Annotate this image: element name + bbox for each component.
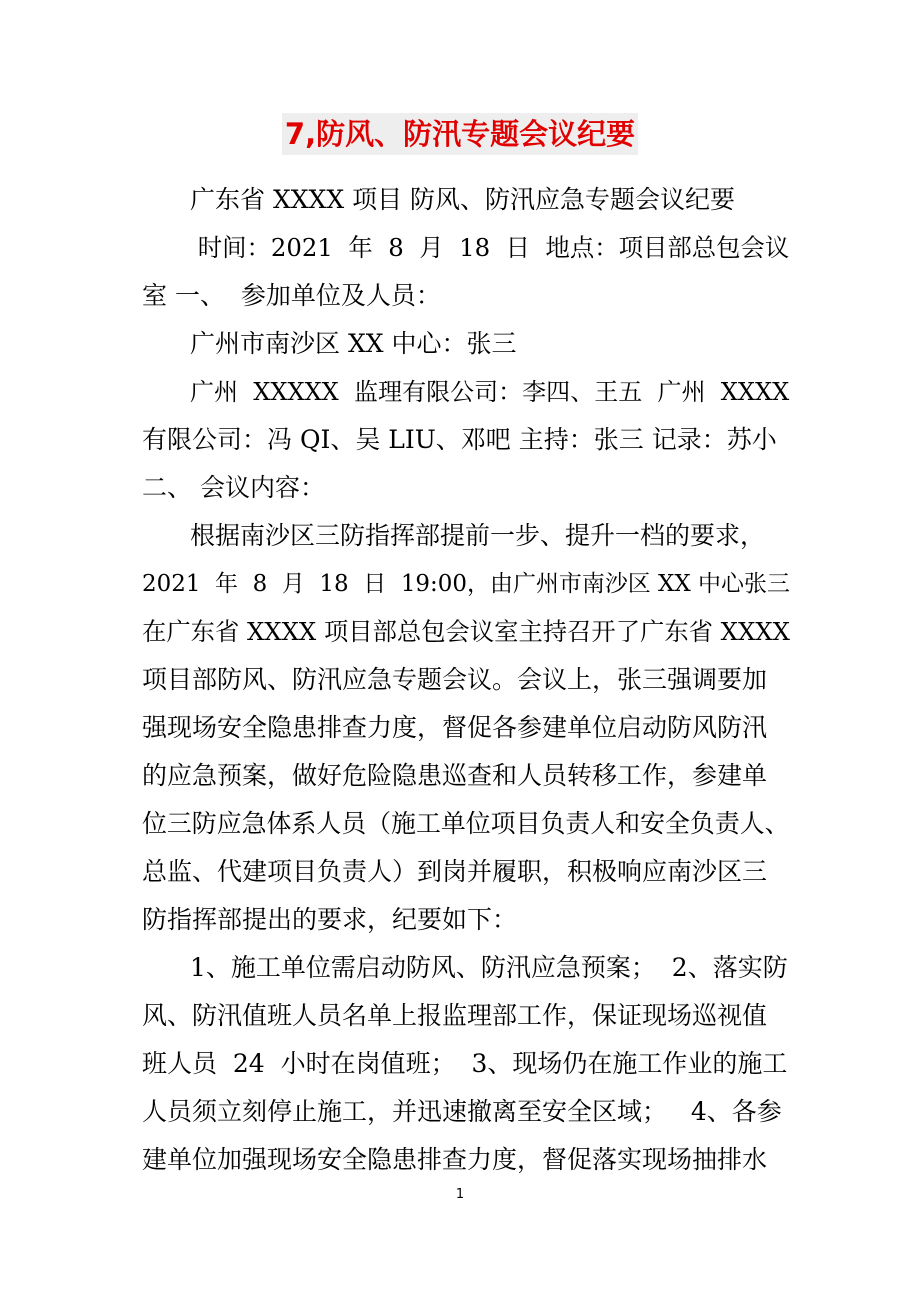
text-line: 1、施工单位需启动防风、防汛应急预案； 2、落实防 <box>190 953 788 982</box>
text-line: 防指挥部提出的要求，纪要如下： <box>142 905 518 934</box>
text-line: 位三防应急体系人员（施工单位项目负责人和安全负责人、 <box>142 809 790 838</box>
text-line: 有限公司：冯 QI、吴 LIU、邓吧 主持：张三 记录：苏小 <box>142 425 777 454</box>
text-line: 广州市南沙区 XX 中心：张三 <box>190 329 517 358</box>
text-line: 根据南沙区三防指挥部提前一步、提升一档的要求， <box>190 521 766 550</box>
text-line: 广州 XXXXX 监理有限公司：李四、王五 广州 XXXX <box>190 378 790 406</box>
text-line: 二、 会议内容： <box>142 473 325 502</box>
text-line: 强现场安全隐患排查力度，督促各参建单位启动防风防汛 <box>142 713 768 742</box>
text-line: 风、防汛值班人员名单上报监理部工作，保证现场巡视值 <box>142 1001 768 1030</box>
text-line: 人员须立刻停止施工，并迅速撤离至安全区域； 4、各参 <box>142 1097 782 1126</box>
text-line: 在广东省 XXXX 项目部总包会议室主持召开了广东省 XXXX <box>142 617 790 646</box>
page-number: 1 <box>455 1187 465 1202</box>
text-line: 项目部防风、防汛应急专题会议。会议上，张三强调要加 <box>142 665 768 694</box>
title-wrap <box>0 113 920 155</box>
text-line: 时间：2021 年 8 月 18 日 地点：项目部总包会议 <box>190 233 790 262</box>
text-line: 的应急预案，做好危险隐患巡查和人员转移工作，参建单 <box>142 761 768 790</box>
document-title: 7,防风、防汛专题会议纪要 <box>282 113 638 155</box>
text-line: 班人员 24 小时在岗值班； 3、现场仍在施工作业的施工 <box>142 1049 788 1078</box>
text-line: 广东省 XXXX 项目 防风、防汛应急专题会议纪要 <box>190 185 736 214</box>
text-line: 建单位加强现场安全隐患排查力度，督促落实现场抽排水 <box>142 1145 768 1174</box>
text-line: 室 一、 参加单位及人员： <box>142 281 441 310</box>
text-line: 2021 年 8 月 18 日 19:00，由广州市南沙区 XX 中心张三 <box>142 571 790 597</box>
text-line: 总监、代建项目负责人）到岗并履职，积极响应南沙区三 <box>142 857 768 886</box>
